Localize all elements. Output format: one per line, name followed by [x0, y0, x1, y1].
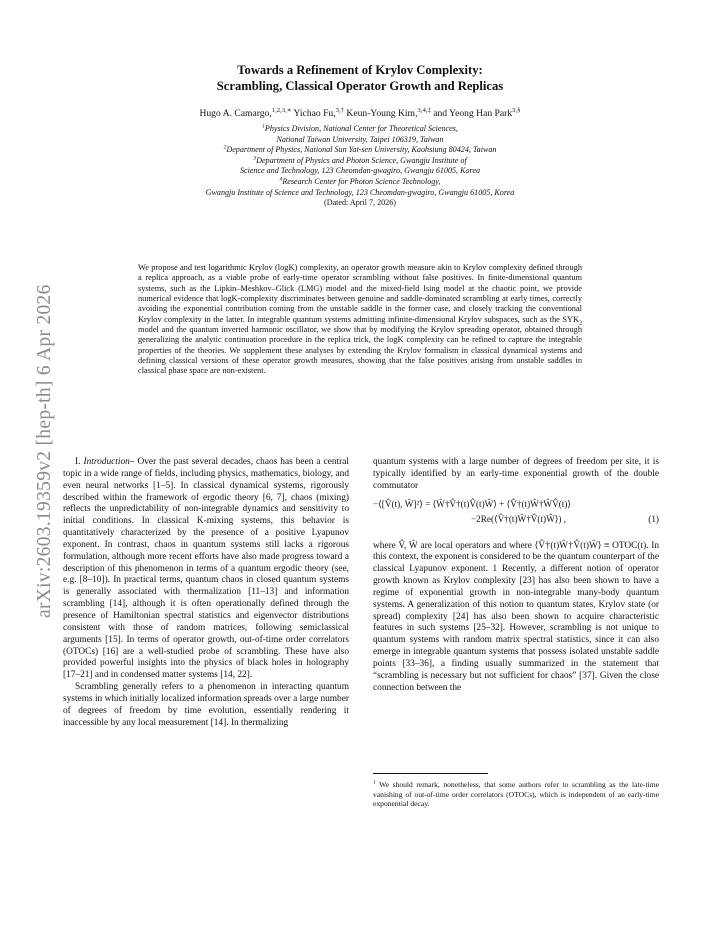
affiliation-4-cont: Gwangju Institute of Science and Technology, 123 Cheomdan-gwagiro, Gwangju 61005, Korea [205, 187, 515, 197]
dated-line: (Dated: April 7, 2026) [324, 198, 396, 208]
left-column [63, 457, 349, 729]
affiliation-4: $^4$Research Center for Photon Science Technology, [279, 176, 441, 186]
title-line-2: Scrambling, Classical Operator Growth and Replicas [216, 79, 504, 93]
intro-text: – Over the past several decades, chaos has been a central topic in a wide range of fields, including physics, mathematics, biology, and even neural networks [1–5]. In classical dynamical systems, rigorously described within the framework of ergodic theory [6, 7], chaos (mixing) reflects the unpredictability of non-integrable dynamics and sensitivity to initial conditions. In classical K-mixing systems, this behavior is quantitatively characterized by the presence of a positive Lyapunov exponent. In contrast, chaos in quantum systems still lacks a rigorous formulation, although more recent efforts have also made progress toward a description of this phenomenon in terms of a quantum ergodic theory (see, e.g. [8–10]). In practical terms, quantum chaos in closed quantum systems is generally associated with thermalization [11–13] and information scrambling [14], although it is often operationally defined through the presence of Hamiltonian spectral statistics and eigenvector distributions consistent with those of random matrices, following semiclassical arguments [15]. In terms of operator growth, out-of-time order correlators (OTOCs) [16] are a well-studied probe of scrambling. These have also provided powerful insights into the physics of black holes in holography [17–21] and in condensed matter systems [14, 22]. [63, 457, 349, 681]
footnote-rule [373, 773, 488, 774]
equation-number: (1) [648, 513, 659, 524]
equation-1 [373, 499, 659, 533]
equation-line-2: −2Re(⟨V̂†(t)Ŵ†V̂(t)Ŵ⟩) , [471, 513, 567, 524]
footnote [373, 780, 659, 809]
section-number: I. [75, 457, 84, 467]
abstract: We propose and test logarithmic Krylov (logK) complexity, an operator growth measure akin to Krylov complexity defined through a replica approach, as a viable probe of early-time operator scrambling without false positives. In finite-dimensional quantum systems, such as the Lipkin–Meshkov–Glick (LMG) model and the mixed-field Ising model at the chaotic point, we provide numerical evidence that logK-complexity discriminates between genuine and saddle-dominated scrambling at early times, correctly avoiding the exponential contribution coming from the unstable saddle in the former case, and closely tracking the conventional Krylov complexity in the latter. In integrable quantum systems admitting infinite-dimensional Krylov subspaces, such as the $SYK_2$ model and the quantum inverted harmonic oscillator, we show that by modifying the Krylov spreading operator, obtained through generalizing the analytic continuation procedure in the replica trick, the logK complexity can be refined to capture the integrable properties of the theories. We supplement these analyses by extending the Krylov formalism in classical dynamical systems and defining classical versions of these operator growth measures, showing that the false positives arising from unstable saddles in classical phase space are non-existent. [138, 263, 582, 376]
author-list: Hugo A. Camargo,$^{1,2,3,∗}$ Yichao Fu,$^{3,\dagger}$ Keun-Young Kim,$^{3,4,\ddagger}$ and Yeong Han Park$^{3,\S}$ [199, 106, 521, 119]
title-line-1: Towards a Refinement of Krylov Complexity: [237, 63, 483, 77]
scrambling-paragraph: Scrambling generally refers to a phenomenon in interacting quantum systems in which initially localized information spreads over a large number of degrees of freedom by time evolution, essentially rendering it inaccessible by any local measurement [14]. In thermalizing [63, 682, 349, 728]
affiliation-1-cont: National Taiwan University, Taipei 106319, Taiwan [276, 134, 444, 144]
right-paragraph-1: quantum systems with a large number of degrees of freedom per site, it is typically identified by an early-time exponential growth of the double commutator [373, 457, 659, 491]
right-column [373, 457, 659, 695]
section-heading: Introduction [83, 457, 130, 467]
affiliation-2: $^2$Department of Physics, National Sun Yat-sen University, Kaohsiung 80424, Taiwan [223, 144, 497, 155]
right-paragraph-2: where V̂, Ŵ are local operators and where ⟨V̂†(t)Ŵ†V̂(t)Ŵ⟩ ≡ OTOC(t). In this context, the exponent is considered to be the quantum counterpart of the classical Lyapunov exponent. 1 Recently, a different notion of operator growth known as Krylov complexity [23] has also been shown to have a regime of exponential growth in non-integrable many-body quantum systems. A generalization of this notion to quantum states, Krylov state (or spread) complexity [24] has also been shown to acquire characteristic features in such systems [25–32]. However, scrambling is not unique to quantum systems with random matrix spectral statistics, since it can also emerge in integrable quantum systems that possess isolated unstable saddle points [33–36], a finding usually summarized in the statement that “scrambling is necessary but not sufficient for chaos” [37]. Given the close connection between the [373, 540, 659, 693]
arxiv-sidebar-id[interactable]: arXiv:2603.19359v2 [hep-th] 6 Apr 2026 [34, 284, 55, 618]
footnote-text: We should remark, nonetheless, that some authors refer to scrambling as the late-time vanishing of out-of-time order correlators (OTOCs), which is independent of an early-time exponential decay. [373, 780, 659, 809]
intro-paragraph [63, 457, 349, 682]
affiliation-3-cont: Science and Technology, 123 Cheomdan-gwagiro, Gwangju 61005, Korea [239, 166, 481, 176]
affiliation-3: $^3$Department of Physics and Photon Science, Gwangju Institute of [253, 155, 467, 165]
affiliations [100, 124, 620, 209]
affiliation-1: $^1$Physics Division, National Center for Theoretical Sciences, [262, 123, 458, 133]
footnote-marker: 1 [373, 779, 376, 786]
equation-line-1: −⟨[V̂(t), Ŵ]²⟩ = ⟨Ŵ†V̂†(t)V̂(t)Ŵ⟩ + ⟨V̂†(t)Ŵ†ŴV̂(t)⟩ [373, 498, 571, 509]
paper-title [110, 62, 610, 94]
